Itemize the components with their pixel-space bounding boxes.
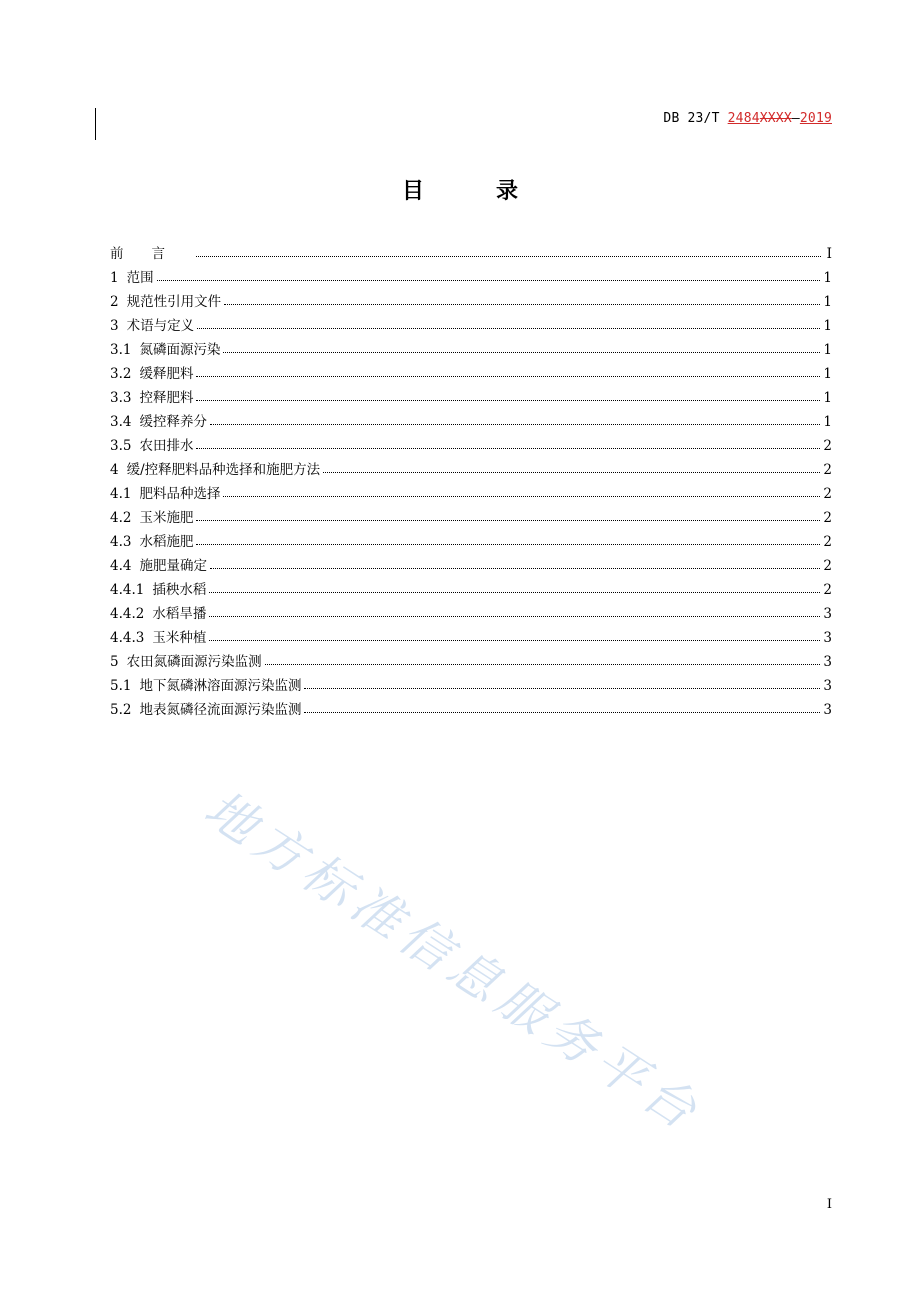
toc-entry[interactable] xyxy=(110,262,832,286)
toc-entry-title: 水稻施肥 xyxy=(139,534,194,550)
toc-dot-leader xyxy=(210,568,820,569)
toc-entry-page: 2 xyxy=(823,438,832,454)
toc-entry-label xyxy=(110,434,194,454)
toc-entry-title: 施肥量确定 xyxy=(139,558,207,574)
toc-dot-leader xyxy=(323,472,820,473)
toc-entry[interactable] xyxy=(110,286,832,310)
toc-entry-number: 4.2 xyxy=(110,510,132,526)
toc-dot-leader xyxy=(197,328,820,329)
toc-entry-number: 4.4.3 xyxy=(110,630,145,646)
toc-dot-leader xyxy=(209,640,820,641)
toc-entry-number: 4 xyxy=(110,462,119,478)
page-number: I xyxy=(826,1197,832,1212)
toc-entry-number: 4.4.1 xyxy=(110,582,145,598)
toc-entry-page: 2 xyxy=(823,582,832,598)
toc-entry-title: 缓/控释肥料品种选择和施肥方法 xyxy=(126,462,321,478)
toc-entry-label xyxy=(110,290,222,310)
toc-entry[interactable] xyxy=(110,238,832,262)
toc-entry[interactable] xyxy=(110,622,832,646)
toc-entry-title: 肥料品种选择 xyxy=(139,486,221,502)
toc-entry-page: 2 xyxy=(823,462,832,478)
toc-entry-number: 4.4.2 xyxy=(110,606,145,622)
toc-entry-label xyxy=(110,578,207,598)
toc-dot-leader xyxy=(224,304,820,305)
toc-entry-page: 3 xyxy=(823,702,832,718)
toc-dot-leader xyxy=(265,664,821,665)
toc-entry-number: 3.2 xyxy=(110,366,132,382)
toc-entry-label xyxy=(110,482,221,502)
toc-entry-number: 3.3 xyxy=(110,390,132,406)
toc-dot-leader xyxy=(196,376,820,377)
toc-entry[interactable] xyxy=(110,430,832,454)
page-title: 目录 xyxy=(401,179,590,204)
toc-entry-number: 3.4 xyxy=(110,414,132,430)
toc-entry[interactable] xyxy=(110,646,832,670)
toc-entry[interactable] xyxy=(110,334,832,358)
toc-dot-leader xyxy=(196,544,820,545)
table-of-contents xyxy=(110,238,832,718)
toc-entry-page: 3 xyxy=(823,606,832,622)
toc-entry[interactable] xyxy=(110,382,832,406)
toc-entry[interactable] xyxy=(110,406,832,430)
standard-number-deleted: XXXX xyxy=(759,111,792,126)
toc-entry[interactable] xyxy=(110,310,832,334)
standard-code-prefix: DB 23/T xyxy=(663,111,728,126)
toc-dot-leader xyxy=(210,424,820,425)
toc-entry-label xyxy=(110,674,302,694)
toc-entry-page: 3 xyxy=(823,678,832,694)
toc-entry-label xyxy=(110,530,194,550)
toc-entry-number: 2 xyxy=(110,294,119,310)
toc-entry-page: 3 xyxy=(823,654,832,670)
toc-entry-number: 5.2 xyxy=(110,702,132,718)
watermark: 地方标准信息服务平台 xyxy=(194,779,713,1144)
toc-entry-label xyxy=(110,458,321,478)
toc-entry-label xyxy=(110,506,194,526)
toc-entry-number: 5 xyxy=(110,654,119,670)
toc-entry-title: 玉米施肥 xyxy=(139,510,194,526)
standard-code xyxy=(663,111,832,126)
toc-entry-number: 5.1 xyxy=(110,678,132,694)
toc-entry[interactable] xyxy=(110,454,832,478)
toc-entry-title: 规范性引用文件 xyxy=(126,294,222,310)
toc-entry[interactable] xyxy=(110,574,832,598)
toc-entry-page: 2 xyxy=(823,486,832,502)
toc-entry[interactable] xyxy=(110,598,832,622)
toc-entry-page: 3 xyxy=(823,630,832,646)
toc-entry-label xyxy=(110,266,155,286)
toc-entry-title: 前言 xyxy=(110,246,193,262)
toc-entry-title: 缓控释养分 xyxy=(139,414,207,430)
toc-dot-leader xyxy=(304,712,820,713)
standard-code-separator: — xyxy=(791,111,800,126)
toc-dot-leader xyxy=(223,352,820,353)
toc-dot-leader xyxy=(157,280,821,281)
toc-entry-title: 农田氮磷面源污染监测 xyxy=(126,654,262,670)
toc-entry-label xyxy=(110,386,194,406)
toc-entry-page: 2 xyxy=(823,534,832,550)
toc-entry-label xyxy=(110,314,195,334)
toc-entry-page: 1 xyxy=(823,366,832,382)
toc-entry-page: 2 xyxy=(823,510,832,526)
toc-entry-title: 缓释肥料 xyxy=(139,366,194,382)
toc-entry-number: 4.3 xyxy=(110,534,132,550)
toc-entry-page: 1 xyxy=(823,270,832,286)
toc-dot-leader xyxy=(196,448,820,449)
toc-dot-leader xyxy=(196,256,821,257)
toc-dot-leader xyxy=(196,400,820,401)
toc-entry-number: 3 xyxy=(110,318,119,334)
toc-entry-label xyxy=(110,410,208,430)
toc-entry-title: 氮磷面源污染 xyxy=(139,342,221,358)
toc-entry[interactable] xyxy=(110,694,832,718)
toc-entry-page: 1 xyxy=(823,414,832,430)
toc-entry[interactable] xyxy=(110,478,832,502)
standard-number-inserted: 2484 xyxy=(727,111,760,126)
toc-entry-page: 1 xyxy=(823,318,832,334)
margin-mark xyxy=(95,108,96,140)
toc-entry-number: 1 xyxy=(110,270,119,286)
toc-entry-page: 2 xyxy=(823,558,832,574)
toc-entry-number: 4.4 xyxy=(110,558,132,574)
toc-entry-page: 1 xyxy=(823,390,832,406)
toc-entry-title: 控释肥料 xyxy=(139,390,194,406)
toc-dot-leader xyxy=(196,520,820,521)
toc-entry-page: 1 xyxy=(823,342,832,358)
toc-entry-title: 农田排水 xyxy=(139,438,194,454)
toc-dot-leader xyxy=(304,688,820,689)
toc-entry-title: 地下氮磷淋溶面源污染监测 xyxy=(139,678,302,694)
toc-entry[interactable] xyxy=(110,526,832,550)
toc-entry-label xyxy=(110,650,263,670)
toc-entry-number: 3.1 xyxy=(110,342,132,358)
toc-dot-leader xyxy=(209,592,820,593)
toc-entry[interactable] xyxy=(110,358,832,382)
toc-entry-title: 水稻旱播 xyxy=(152,606,207,622)
toc-entry[interactable] xyxy=(110,502,832,526)
toc-entry-label xyxy=(110,626,207,646)
toc-entry-title: 插秧水稻 xyxy=(152,582,207,598)
toc-entry-page: I xyxy=(826,246,832,262)
toc-entry-label xyxy=(110,362,194,382)
toc-entry-title: 范围 xyxy=(126,270,154,286)
toc-entry-label xyxy=(110,554,208,574)
toc-entry[interactable] xyxy=(110,550,832,574)
toc-entry-title: 地表氮磷径流面源污染监测 xyxy=(139,702,302,718)
toc-entry-number: 3.5 xyxy=(110,438,132,454)
toc-entry-number: 4.1 xyxy=(110,486,132,502)
toc-entry-label xyxy=(110,602,207,622)
standard-year: 2019 xyxy=(799,111,832,126)
toc-entry-label xyxy=(110,698,302,718)
toc-dot-leader xyxy=(223,496,820,497)
toc-dot-leader xyxy=(209,616,820,617)
toc-entry[interactable] xyxy=(110,670,832,694)
toc-entry-title: 术语与定义 xyxy=(126,318,195,334)
toc-entry-title: 玉米种植 xyxy=(152,630,207,646)
toc-entry-page: 1 xyxy=(823,294,832,310)
toc-entry-label xyxy=(110,242,194,262)
toc-entry-label xyxy=(110,338,221,358)
